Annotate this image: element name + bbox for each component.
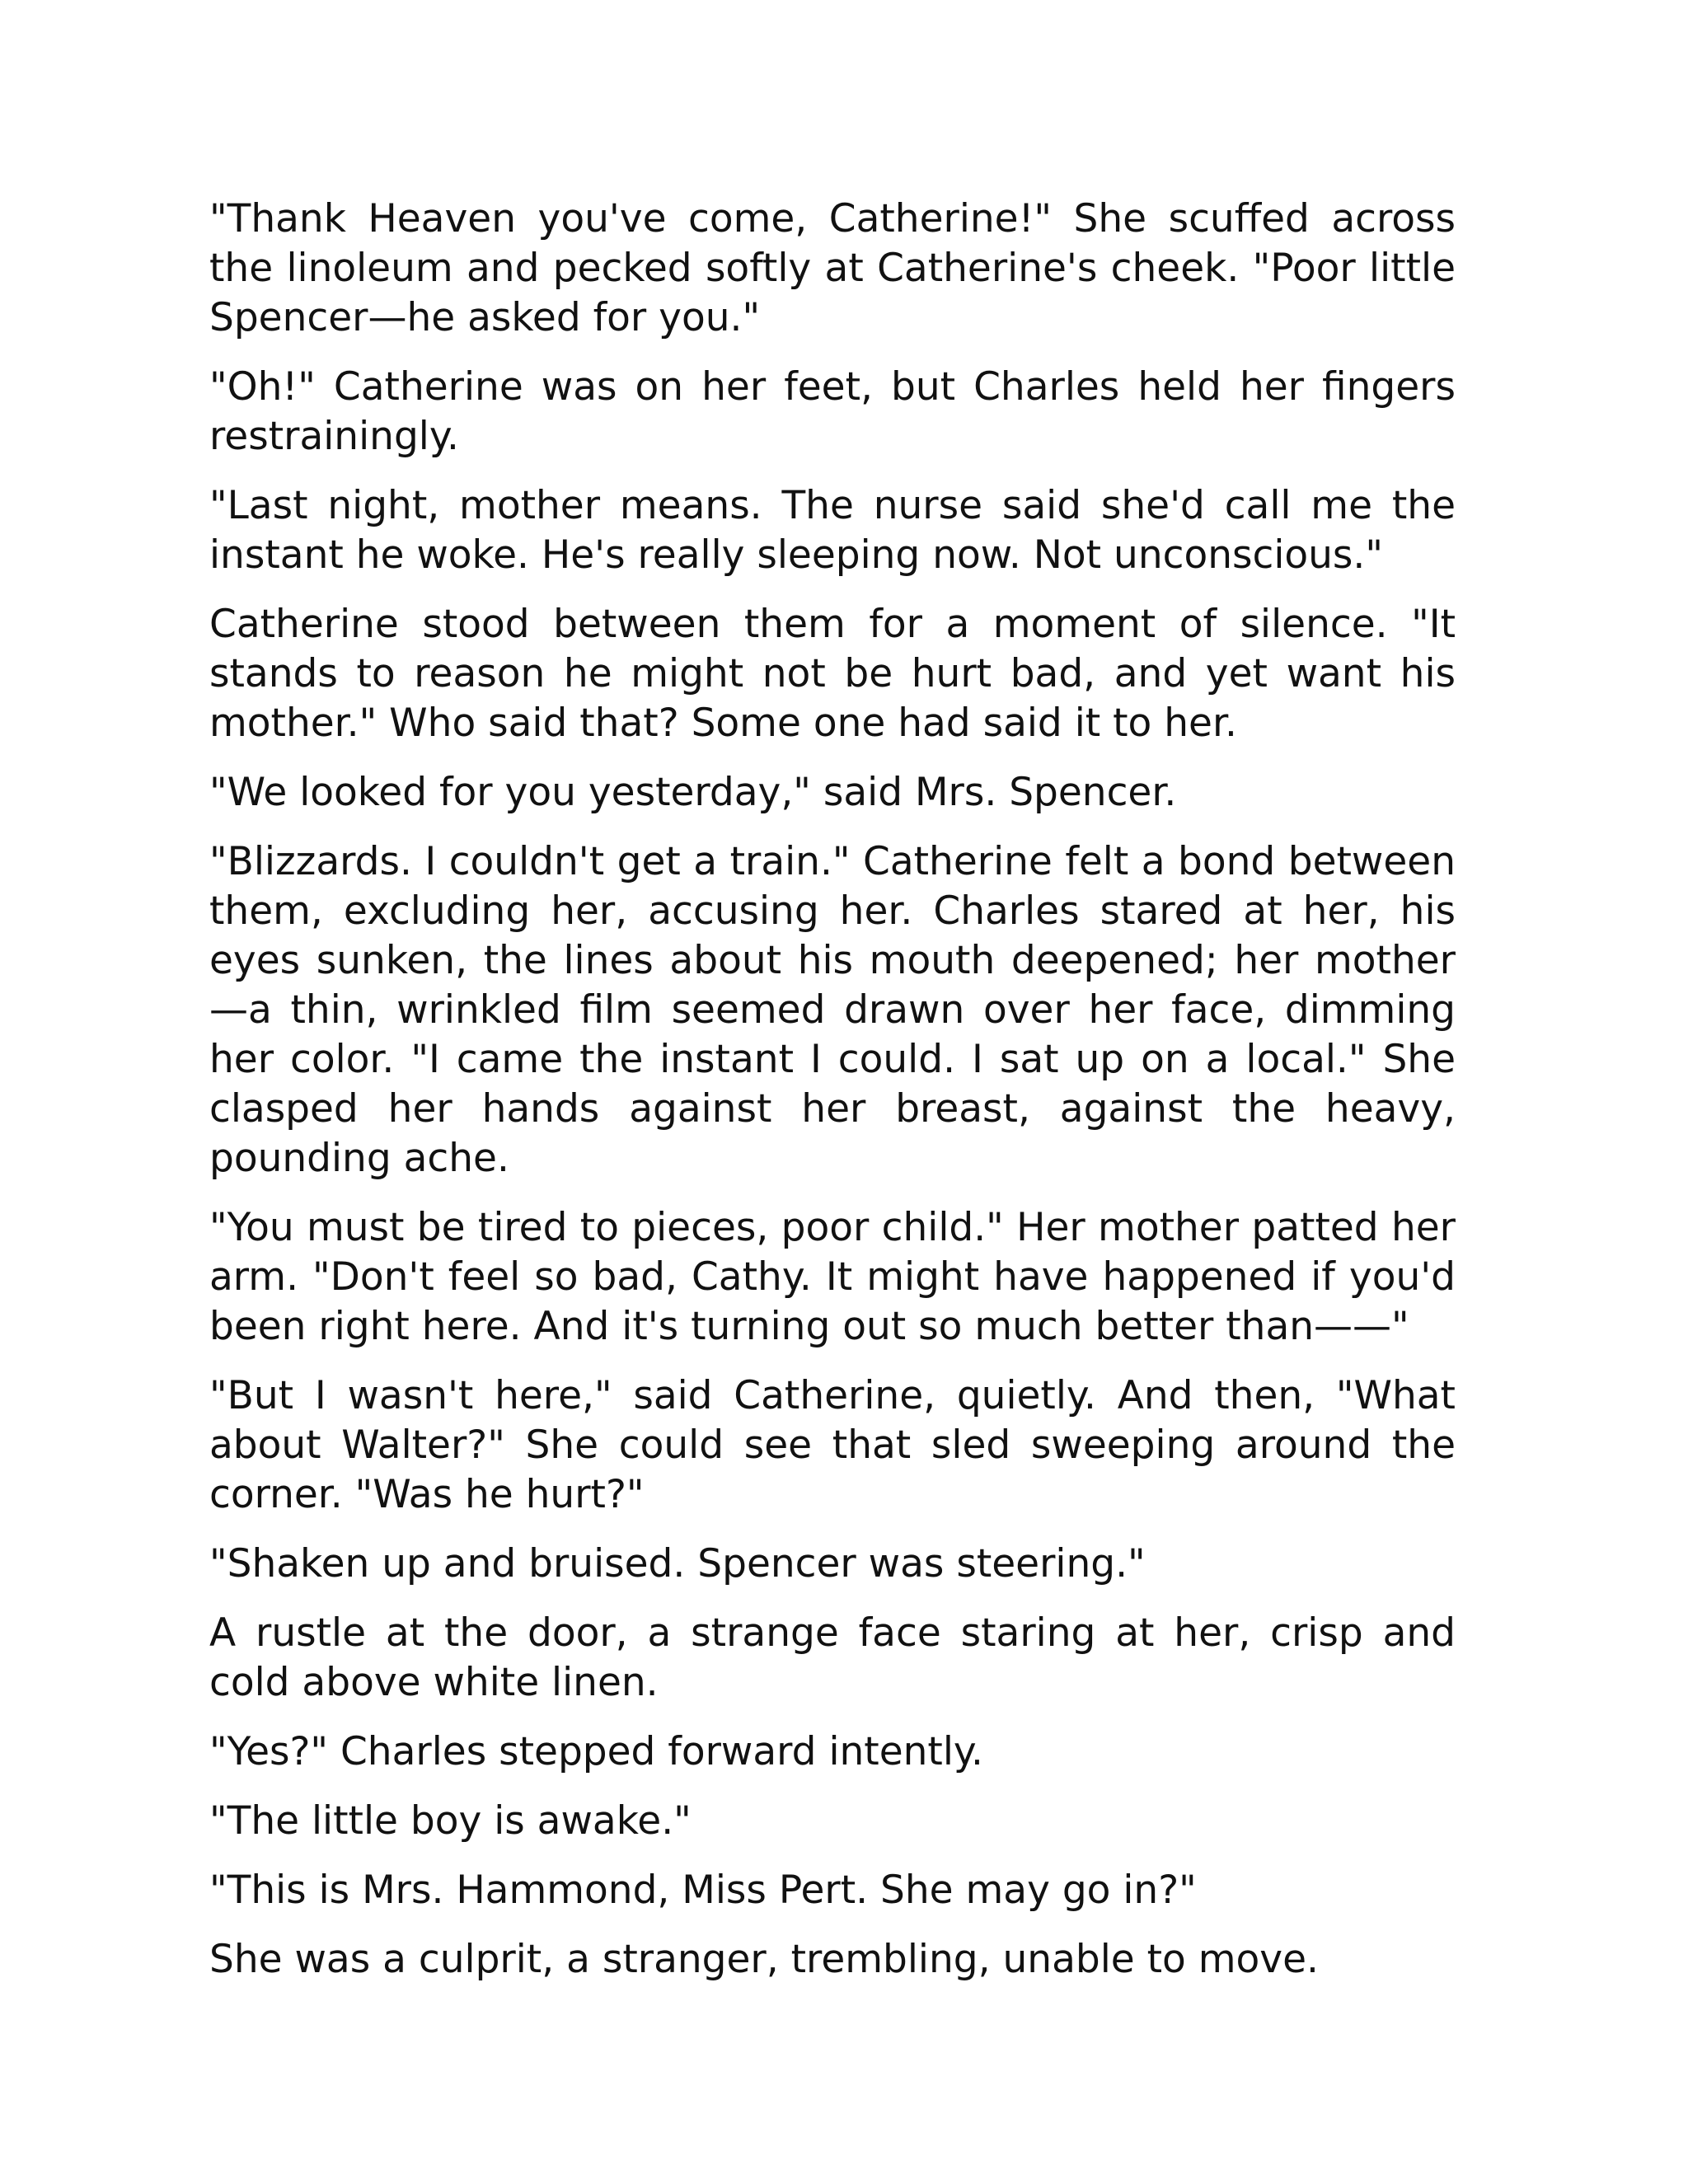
paragraph-8: "But I wasn't here," said Catherine, quietly. And then, "What about Walter?" She could see that sled sweeping around the corner. "Was he hurt?": [209, 1373, 1456, 1517]
paragraph-3: "Last night, mother means. The nurse said she'd call me the instant he woke. He's really sleeping now. Not unconscious.": [209, 483, 1456, 578]
document-page: [209, 194, 1456, 2004]
paragraph-9: "Shaken up and bruised. Spencer was steering.": [209, 1541, 1146, 1586]
paragraph-13: "This is Mrs. Hammond, Miss Pert. She may go in?": [209, 1868, 1197, 1913]
paragraph-7: "You must be tired to pieces, poor child." Her mother patted her arm. "Don't feel so bad, Cathy. It might have happened if you'd been right here. And it's turning out so much better than——": [209, 1205, 1456, 1349]
paragraph-10: A rustle at the door, a strange face staring at her, crisp and cold above white linen.: [209, 1610, 1456, 1705]
paragraph-11: "Yes?" Charles stepped forward intently.: [209, 1729, 983, 1774]
paragraph-4: Catherine stood between them for a moment of silence. "It stands to reason he might not be hurt bad, and yet want his mother." Who said that? Some one had said it to her.: [209, 602, 1456, 746]
paragraph-5: "We looked for you yesterday," said Mrs. Spencer.: [209, 770, 1177, 815]
paragraph-12: "The little boy is awake.": [209, 1798, 692, 1844]
paragraph-6: "Blizzards. I couldn't get a train." Catherine felt a bond between them, excluding her, accusing her. Charles stared at her, his eyes sunken, the lines about his mouth deepened; her mother—a thin, wrinkled film seemed drawn over her face, dimming her color. "I came the instant I could. I sat up on a local." She clasped her hands against her breast, against the heavy, pounding ache.: [209, 839, 1456, 1181]
paragraph-2: "Oh!" Catherine was on her feet, but Charles held her fingers restrainingly.: [209, 364, 1456, 459]
paragraph-14: She was a culprit, a stranger, trembling, unable to move.: [209, 1937, 1319, 1982]
paragraph-1: "Thank Heaven you've come, Catherine!" She scuffed across the linoleum and pecked softly at Catherine's cheek. "Poor little Spencer—he asked for you.": [209, 196, 1456, 340]
